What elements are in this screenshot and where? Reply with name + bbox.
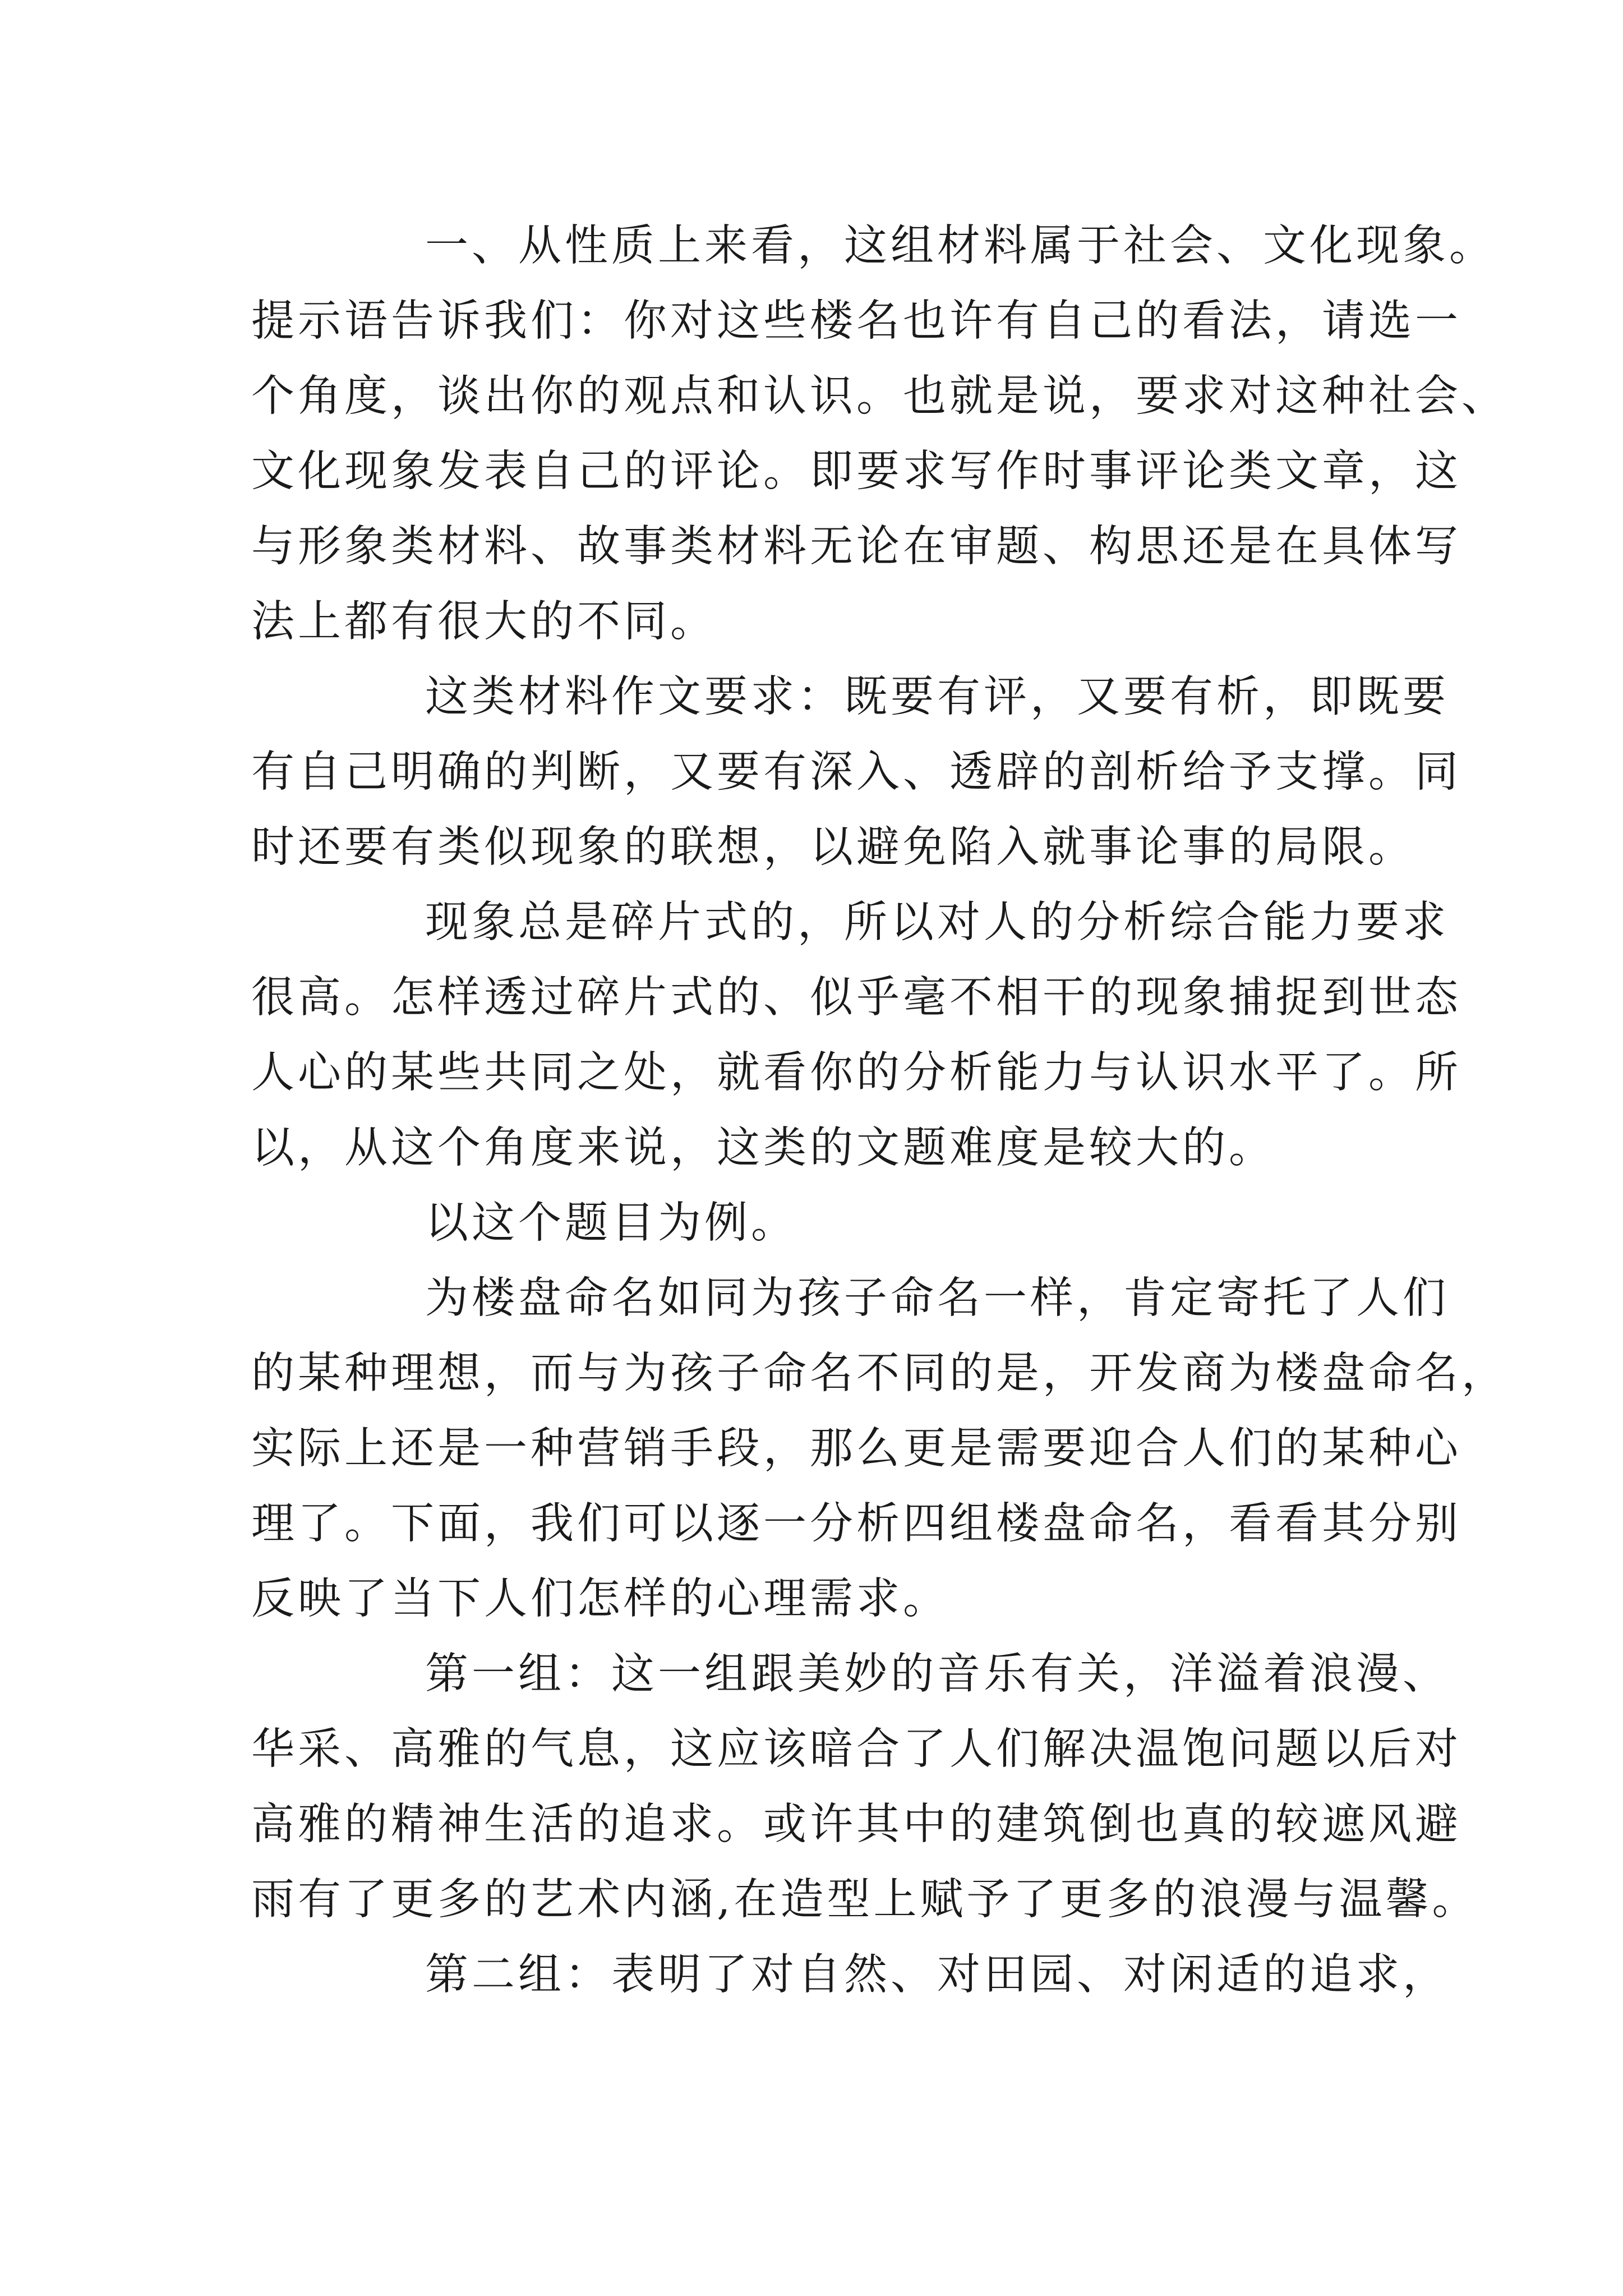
text-line: 第一组：这一组跟美妙的音乐有关，洋溢着浪漫、 [425,1649,1449,1699]
text-line: 理了。下面，我们可以逐一分析四组楼盘命名，看看其分别 [251,1499,1461,1549]
paragraph-2 [251,660,1461,885]
text-line: 个角度，谈出你的观点和认识。也就是说，要求对这种社会、 [251,371,1508,421]
paragraph-4 [251,1186,1392,1261]
text-line: 为楼盘命名如同为孩子命名一样，肯定寄托了人们 [425,1273,1449,1323]
text-line: 雨有了更多的艺术内涵,在造型上赋予了更多的浪漫与温馨。 [251,1875,1479,1925]
text-line: 很高。怎样透过碎片式的、似乎毫不相干的现象捕捉到世态 [251,973,1461,1023]
body-text [251,209,1508,2013]
text-line: 与形象类材料、故事类材料无论在审题、构思还是在具体写 [251,522,1461,572]
text-line: 第二组：表明了对自然、对田园、对闲适的追求， [425,1950,1449,2000]
text-line: 有自己明确的判断，又要有深入、透辟的剖析给予支撑。同 [251,747,1461,797]
text-line: 现象总是碎片式的，所以对人的分析综合能力要求 [425,898,1449,947]
text-line: 这类材料作文要求：既要有评，又要有析，即既要 [425,672,1449,722]
text-line: 高雅的精神生活的追求。或许其中的建筑倒也真的较遮风避 [251,1800,1461,1849]
text-line: 时还要有类似现象的联想，以避免陷入就事论事的局限。 [251,822,1415,872]
text-line: 以这个题目为例。 [425,1198,797,1248]
text-line: 以，从这个角度来说，这类的文题难度是较大的。 [251,1123,1275,1173]
paragraph-6 [251,1637,1479,1938]
text-line: 的某种理想，而与为孩子命名不同的是，开发商为楼盘命名， [251,1349,1508,1398]
text-line: 一、从性质上来看，这组材料属于社会、文化现象。 [425,221,1496,271]
paragraph-5 [251,1261,1508,1637]
text-line: 反映了当下人们怎样的心理需求。 [251,1574,949,1624]
text-line: 华采、高雅的气息，这应该暗合了人们解决温饱问题以后对 [251,1724,1461,1774]
text-line: 人心的某些共同之处，就看你的分析能力与认识水平了。所 [251,1048,1461,1098]
paragraph-3 [251,885,1461,1186]
text-line: 文化现象发表自己的评论。即要求写作时事评论类文章，这 [251,447,1461,496]
text-line: 实际上还是一种营销手段，那么更是需要迎合人们的某种心 [251,1424,1461,1474]
paragraph-7 [251,1938,1449,2013]
text-line: 法上都有很大的不同。 [251,597,717,647]
paragraph-1 [251,209,1508,660]
text-line: 提示语告诉我们：你对这些楼名也许有自己的看法，请选一 [251,296,1461,346]
